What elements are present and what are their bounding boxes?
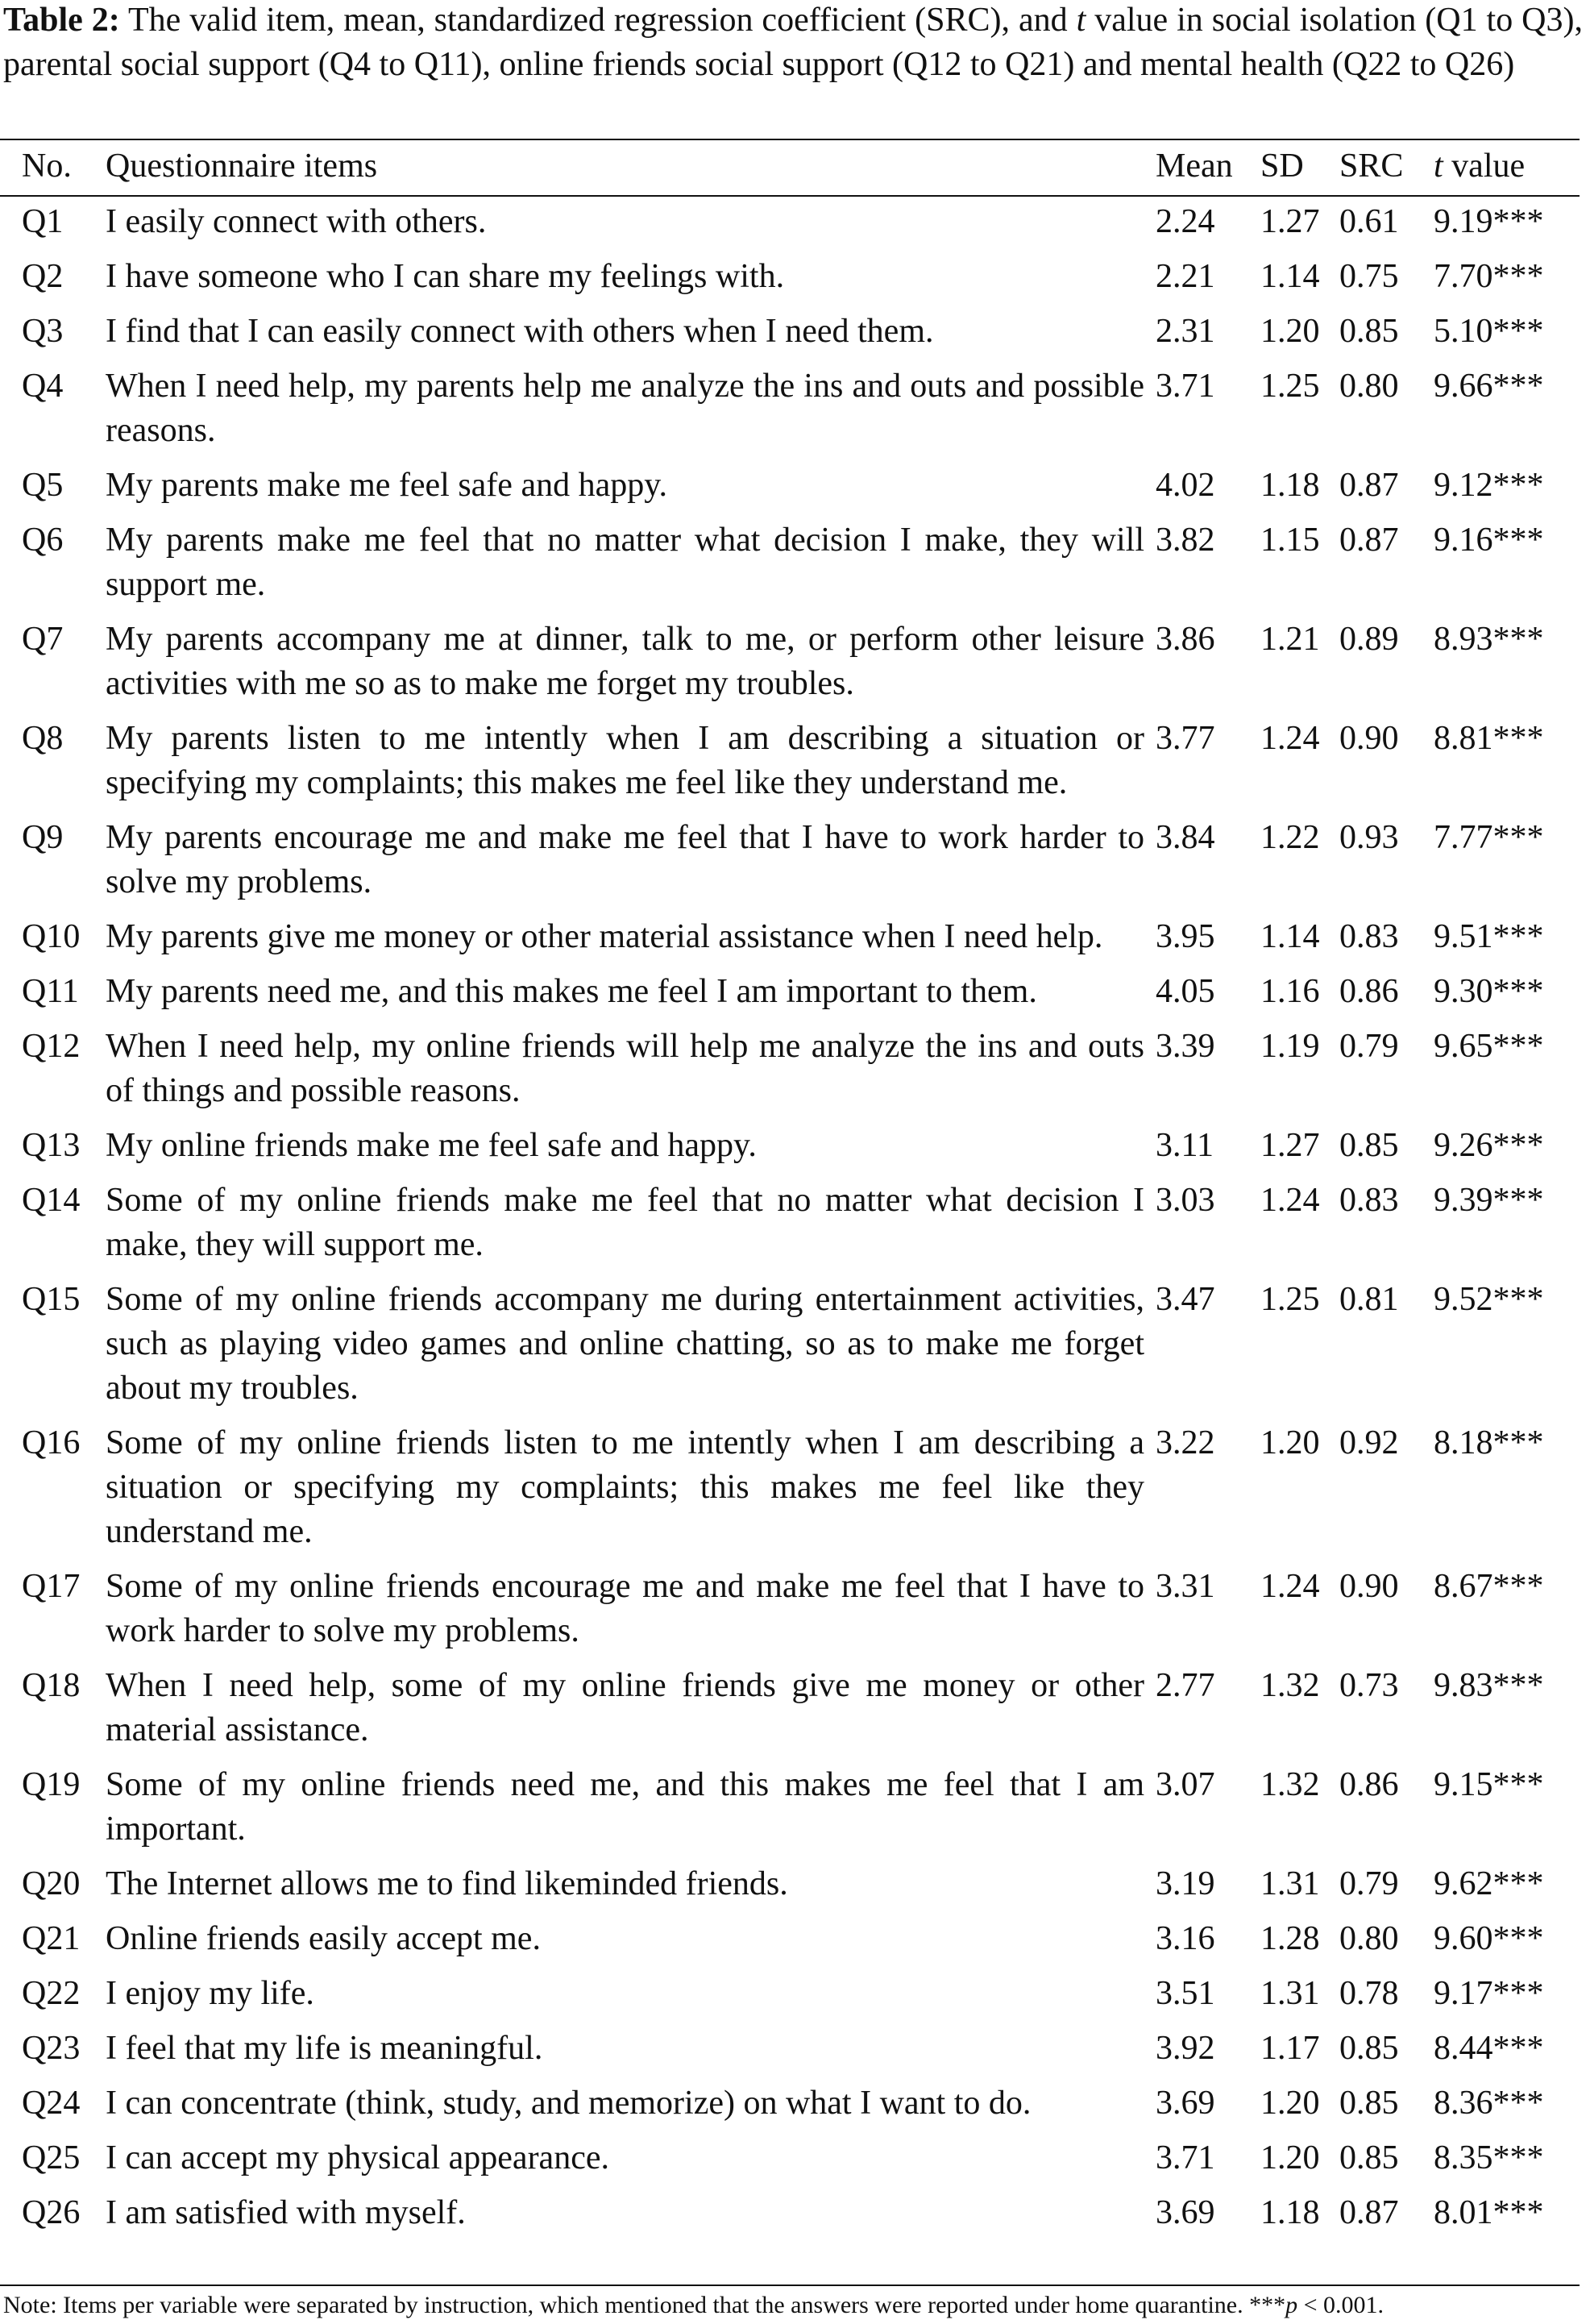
row-t-value: 9.60*** bbox=[1434, 1920, 1544, 1957]
row-sd: 1.14 bbox=[1260, 258, 1320, 295]
row-sd: 1.21 bbox=[1260, 621, 1320, 658]
row-src: 0.81 bbox=[1339, 1281, 1399, 1318]
row-sd: 1.25 bbox=[1260, 368, 1320, 405]
row-mean: 4.05 bbox=[1156, 973, 1215, 1010]
row-no: Q21 bbox=[22, 1920, 81, 1957]
row-mean: 3.71 bbox=[1156, 368, 1215, 405]
table-row bbox=[0, 2022, 1580, 2077]
table-row bbox=[0, 1416, 1580, 1560]
row-no: Q2 bbox=[22, 258, 64, 295]
row-src: 0.79 bbox=[1339, 1028, 1399, 1065]
row-sd: 1.24 bbox=[1260, 1568, 1320, 1605]
data-table bbox=[0, 142, 1580, 2241]
row-sd: 1.20 bbox=[1260, 2085, 1320, 2122]
row-src: 0.80 bbox=[1339, 1920, 1399, 1957]
row-no: Q22 bbox=[22, 1975, 81, 2012]
table-header bbox=[0, 142, 1580, 195]
row-src: 0.85 bbox=[1339, 1127, 1399, 1164]
row-mean: 3.51 bbox=[1156, 1975, 1215, 2012]
header-t-rest: value bbox=[1443, 148, 1526, 185]
row-mean: 3.11 bbox=[1156, 1127, 1214, 1164]
row-t-value: 9.16*** bbox=[1434, 522, 1544, 559]
row-item: My parents encourage me and make me feel that I have to work harder to solve my problems. bbox=[106, 819, 1144, 900]
row-mean: 3.19 bbox=[1156, 1865, 1215, 1902]
row-no: Q12 bbox=[22, 1028, 81, 1065]
table-bottom-rule bbox=[0, 2285, 1580, 2286]
table-body bbox=[0, 195, 1580, 2241]
row-item: I enjoy my life. bbox=[106, 1975, 314, 2012]
row-item: I find that I can easily connect with others when I need them. bbox=[106, 313, 934, 350]
row-item: When I need help, some of my online friends give me money or other material assistance. bbox=[106, 1667, 1144, 1748]
row-mean: 2.24 bbox=[1156, 203, 1215, 240]
table-top-rule bbox=[0, 139, 1580, 140]
row-no: Q17 bbox=[22, 1568, 81, 1605]
row-sd: 1.20 bbox=[1260, 2139, 1320, 2176]
row-sd: 1.19 bbox=[1260, 1028, 1320, 1065]
row-item: I can accept my physical appearance. bbox=[106, 2139, 609, 2176]
table-row bbox=[0, 1857, 1580, 1912]
row-sd: 1.27 bbox=[1260, 1127, 1320, 1164]
row-item: I can concentrate (think, study, and memorize) on what I want to do. bbox=[106, 2085, 1032, 2122]
row-no: Q14 bbox=[22, 1182, 81, 1219]
table-row bbox=[0, 910, 1580, 965]
row-item: When I need help, my online friends will help me analyze the ins and outs of things and possible reasons. bbox=[106, 1028, 1144, 1109]
row-mean: 3.22 bbox=[1156, 1424, 1215, 1461]
row-no: Q3 bbox=[22, 313, 64, 350]
row-src: 0.75 bbox=[1339, 258, 1399, 295]
table-row bbox=[0, 1967, 1580, 2022]
row-src: 0.85 bbox=[1339, 313, 1399, 350]
table-row bbox=[0, 712, 1580, 811]
row-no: Q5 bbox=[22, 467, 64, 504]
row-src: 0.90 bbox=[1339, 720, 1399, 757]
row-mean: 2.77 bbox=[1156, 1667, 1215, 1704]
row-no: Q18 bbox=[22, 1667, 81, 1704]
row-item: Online friends easily accept me. bbox=[106, 1920, 541, 1957]
row-mean: 4.02 bbox=[1156, 467, 1215, 504]
row-src: 0.92 bbox=[1339, 1424, 1399, 1461]
row-t-value: 9.51*** bbox=[1434, 918, 1544, 955]
header-questionnaire-items: Questionnaire items bbox=[106, 148, 378, 185]
row-t-value: 7.70*** bbox=[1434, 258, 1544, 295]
row-mean: 2.31 bbox=[1156, 313, 1215, 350]
table-row bbox=[0, 1560, 1580, 1659]
row-src: 0.79 bbox=[1339, 1865, 1399, 1902]
row-sd: 1.31 bbox=[1260, 1865, 1320, 1902]
note-text: Note: Items per variable were separated by instruction, which mentioned that the answers were reported under home quarantine. *** bbox=[3, 2292, 1286, 2318]
table-row bbox=[0, 1659, 1580, 1758]
table-row bbox=[0, 305, 1580, 360]
row-t-value: 9.19*** bbox=[1434, 203, 1544, 240]
row-sd: 1.14 bbox=[1260, 918, 1320, 955]
note-p-rest: < 0.001. bbox=[1297, 2292, 1385, 2318]
table-row bbox=[0, 1119, 1580, 1174]
table-row bbox=[0, 2077, 1580, 2131]
row-item: Some of my online friends make me feel that no matter what decision I make, they will support me. bbox=[106, 1182, 1144, 1263]
table-row bbox=[0, 195, 1580, 250]
table-row bbox=[0, 2131, 1580, 2186]
row-src: 0.87 bbox=[1339, 522, 1399, 559]
row-mean: 3.84 bbox=[1156, 819, 1215, 856]
row-item: My parents give me money or other material assistance when I need help. bbox=[106, 918, 1103, 955]
row-mean: 3.69 bbox=[1156, 2194, 1215, 2231]
row-item: My parents need me, and this makes me feel I am important to them. bbox=[106, 973, 1037, 1010]
row-no: Q10 bbox=[22, 918, 81, 955]
row-mean: 2.21 bbox=[1156, 258, 1215, 295]
caption-t-symbol: t bbox=[1076, 2, 1086, 39]
row-src: 0.83 bbox=[1339, 918, 1399, 955]
row-mean: 3.92 bbox=[1156, 2030, 1215, 2067]
row-no: Q11 bbox=[22, 973, 79, 1010]
row-mean: 3.77 bbox=[1156, 720, 1215, 757]
caption-text-part-2: value in social isolation (Q1 to Q3), parental social support (Q4 to Q11), online friends social support (Q12 to Q21) and mental health (Q22 to Q26) bbox=[3, 2, 1583, 83]
table-row bbox=[0, 1174, 1580, 1273]
row-no: Q25 bbox=[22, 2139, 81, 2176]
row-no: Q8 bbox=[22, 720, 64, 757]
row-sd: 1.20 bbox=[1260, 1424, 1320, 1461]
row-sd: 1.16 bbox=[1260, 973, 1320, 1010]
row-item: Some of my online friends encourage me and make me feel that I have to work harder to solve my problems. bbox=[106, 1568, 1144, 1649]
row-sd: 1.25 bbox=[1260, 1281, 1320, 1318]
row-t-value: 8.67*** bbox=[1434, 1568, 1544, 1605]
row-t-value: 8.44*** bbox=[1434, 2030, 1544, 2067]
row-no: Q16 bbox=[22, 1424, 81, 1461]
row-src: 0.85 bbox=[1339, 2139, 1399, 2176]
table-row bbox=[0, 513, 1580, 613]
row-src: 0.61 bbox=[1339, 203, 1399, 240]
caption-text-part-1: The valid item, mean, standardized regression coefficient (SRC), and bbox=[119, 2, 1077, 39]
row-t-value: 9.39*** bbox=[1434, 1182, 1544, 1219]
table-row bbox=[0, 360, 1580, 459]
row-no: Q15 bbox=[22, 1281, 81, 1318]
row-t-value: 9.15*** bbox=[1434, 1766, 1544, 1803]
row-sd: 1.27 bbox=[1260, 203, 1320, 240]
row-item: My online friends make me feel safe and happy. bbox=[106, 1127, 757, 1164]
row-sd: 1.18 bbox=[1260, 467, 1320, 504]
table-note bbox=[3, 2289, 1384, 2322]
table-row bbox=[0, 1020, 1580, 1119]
row-sd: 1.22 bbox=[1260, 819, 1320, 856]
row-t-value: 7.77*** bbox=[1434, 819, 1544, 856]
header-t-value bbox=[1426, 142, 1580, 195]
table-row bbox=[0, 250, 1580, 305]
row-sd: 1.20 bbox=[1260, 313, 1320, 350]
row-src: 0.85 bbox=[1339, 2085, 1399, 2122]
row-sd: 1.28 bbox=[1260, 1920, 1320, 1957]
header-sd: SD bbox=[1260, 148, 1304, 185]
row-mean: 3.95 bbox=[1156, 918, 1215, 955]
table-row bbox=[0, 1912, 1580, 1967]
row-no: Q6 bbox=[22, 522, 64, 559]
row-mean: 3.39 bbox=[1156, 1028, 1215, 1065]
row-item: I easily connect with others. bbox=[106, 203, 487, 240]
row-sd: 1.32 bbox=[1260, 1766, 1320, 1803]
header-t-symbol: t bbox=[1434, 148, 1443, 185]
row-item: The Internet allows me to find likeminded friends. bbox=[106, 1865, 788, 1902]
row-src: 0.86 bbox=[1339, 973, 1399, 1010]
table-row bbox=[0, 459, 1580, 513]
header-row bbox=[0, 142, 1580, 195]
row-t-value: 9.26*** bbox=[1434, 1127, 1544, 1164]
row-no: Q24 bbox=[22, 2085, 81, 2122]
row-sd: 1.15 bbox=[1260, 522, 1320, 559]
row-sd: 1.24 bbox=[1260, 720, 1320, 757]
row-src: 0.83 bbox=[1339, 1182, 1399, 1219]
row-mean: 3.07 bbox=[1156, 1766, 1215, 1803]
row-src: 0.78 bbox=[1339, 1975, 1399, 2012]
row-item: Some of my online friends accompany me during entertainment activities, such as playing video games and online chatting, so as to make me forget about my troubles. bbox=[106, 1281, 1144, 1407]
row-mean: 3.82 bbox=[1156, 522, 1215, 559]
row-no: Q20 bbox=[22, 1865, 81, 1902]
row-no: Q9 bbox=[22, 819, 64, 856]
row-no: Q23 bbox=[22, 2030, 81, 2067]
row-mean: 3.71 bbox=[1156, 2139, 1215, 2176]
row-t-value: 5.10*** bbox=[1434, 313, 1544, 350]
row-sd: 1.18 bbox=[1260, 2194, 1320, 2231]
table-row bbox=[0, 1273, 1580, 1416]
row-src: 0.89 bbox=[1339, 621, 1399, 658]
row-t-value: 9.17*** bbox=[1434, 1975, 1544, 2012]
row-t-value: 9.83*** bbox=[1434, 1667, 1544, 1704]
table-row bbox=[0, 811, 1580, 910]
row-src: 0.93 bbox=[1339, 819, 1399, 856]
table-row bbox=[0, 2186, 1580, 2241]
row-t-value: 9.66*** bbox=[1434, 368, 1544, 405]
row-sd: 1.31 bbox=[1260, 1975, 1320, 2012]
row-item: Some of my online friends listen to me intently when I am describing a situation or specifying my complaints; this makes me feel like they understand me. bbox=[106, 1424, 1144, 1550]
header-no: No. bbox=[22, 148, 72, 185]
row-t-value: 8.93*** bbox=[1434, 621, 1544, 658]
row-mean: 3.31 bbox=[1156, 1568, 1215, 1605]
header-src: SRC bbox=[1339, 148, 1404, 185]
row-t-value: 8.18*** bbox=[1434, 1424, 1544, 1461]
row-sd: 1.32 bbox=[1260, 1667, 1320, 1704]
row-no: Q19 bbox=[22, 1766, 81, 1803]
row-t-value: 9.12*** bbox=[1434, 467, 1544, 504]
row-item: I have someone who I can share my feelings with. bbox=[106, 258, 785, 295]
row-mean: 3.86 bbox=[1156, 621, 1215, 658]
row-src: 0.87 bbox=[1339, 467, 1399, 504]
row-t-value: 9.30*** bbox=[1434, 973, 1544, 1010]
table-row bbox=[0, 1758, 1580, 1857]
row-mean: 3.47 bbox=[1156, 1281, 1215, 1318]
row-t-value: 8.81*** bbox=[1434, 720, 1544, 757]
row-src: 0.90 bbox=[1339, 1568, 1399, 1605]
caption-label: Table 2: bbox=[3, 2, 120, 39]
table-caption bbox=[3, 0, 1583, 87]
row-item: I feel that my life is meaningful. bbox=[106, 2030, 543, 2067]
row-no: Q1 bbox=[22, 203, 64, 240]
row-t-value: 8.36*** bbox=[1434, 2085, 1544, 2122]
row-sd: 1.24 bbox=[1260, 1182, 1320, 1219]
row-t-value: 9.52*** bbox=[1434, 1281, 1544, 1318]
row-src: 0.85 bbox=[1339, 2030, 1399, 2067]
note-p-symbol: p bbox=[1285, 2292, 1298, 2318]
row-item: My parents accompany me at dinner, talk to me, or perform other leisure activities with me so as to make me forget my troubles. bbox=[106, 621, 1144, 702]
table-row bbox=[0, 613, 1580, 712]
row-item: Some of my online friends need me, and this makes me feel that I am important. bbox=[106, 1766, 1144, 1848]
table-row bbox=[0, 965, 1580, 1020]
row-item: My parents make me feel that no matter what decision I make, they will support me. bbox=[106, 522, 1144, 603]
row-no: Q7 bbox=[22, 621, 64, 658]
row-src: 0.80 bbox=[1339, 368, 1399, 405]
row-item: When I need help, my parents help me analyze the ins and outs and possible reasons. bbox=[106, 368, 1144, 449]
row-t-value: 8.01*** bbox=[1434, 2194, 1544, 2231]
row-mean: 3.16 bbox=[1156, 1920, 1215, 1957]
row-mean: 3.03 bbox=[1156, 1182, 1215, 1219]
row-src: 0.87 bbox=[1339, 2194, 1399, 2231]
row-no: Q4 bbox=[22, 368, 64, 405]
row-sd: 1.17 bbox=[1260, 2030, 1320, 2067]
row-item: My parents listen to me intently when I am describing a situation or specifying my complaints; this makes me feel like they understand me. bbox=[106, 720, 1144, 801]
row-src: 0.86 bbox=[1339, 1766, 1399, 1803]
row-t-value: 9.62*** bbox=[1434, 1865, 1544, 1902]
row-no: Q26 bbox=[22, 2194, 81, 2231]
row-mean: 3.69 bbox=[1156, 2085, 1215, 2122]
row-no: Q13 bbox=[22, 1127, 81, 1164]
header-mean: Mean bbox=[1156, 148, 1233, 185]
row-t-value: 8.35*** bbox=[1434, 2139, 1544, 2176]
row-item: My parents make me feel safe and happy. bbox=[106, 467, 667, 504]
row-item: I am satisfied with myself. bbox=[106, 2194, 466, 2231]
row-t-value: 9.65*** bbox=[1434, 1028, 1544, 1065]
row-src: 0.73 bbox=[1339, 1667, 1399, 1704]
